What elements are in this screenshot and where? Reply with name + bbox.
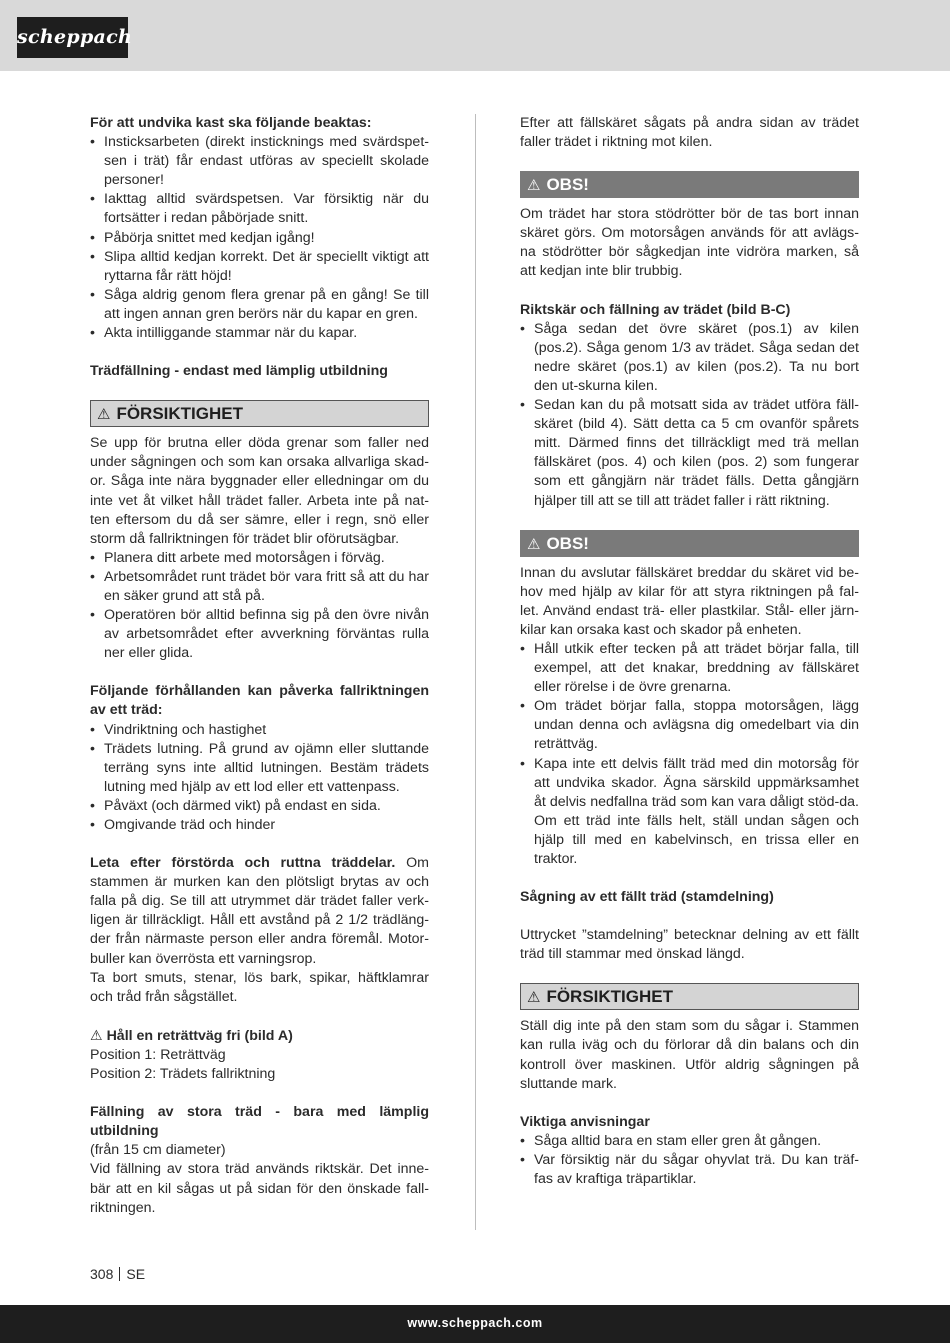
caution-box bbox=[90, 400, 429, 427]
list-item: • Trädets lutning. På grund av ojämn eller sluttande terräng syns inte alltid lutningen. Bestäm trädets lutning med hjälp av ett lod eller ett vattenpass. bbox=[90, 740, 429, 797]
list-item: • Akta intilliggande stammar när du kapar. bbox=[90, 324, 429, 343]
tips-list bbox=[520, 1132, 859, 1189]
large-trees-subheading: (från 15 cm diameter) bbox=[90, 1142, 226, 1159]
retreat-position-1: Position 1: Reträttväg bbox=[90, 1046, 226, 1063]
rotten-lead: Leta efter förstörda och ruttna träddelar. bbox=[90, 855, 396, 872]
obs-label: OBS! bbox=[546, 175, 589, 195]
scheppach-logo: scheppach bbox=[17, 17, 128, 58]
list-item: • Var försiktig när du sågar ohyvlat trä. Du kan träf-fas av kraftiga träpartiklar. bbox=[520, 1151, 859, 1189]
stam-text: Uttrycket ”stamdelning” betecknar delning av ett fällt träd till stammar med önskad längd. bbox=[520, 927, 859, 963]
caution-list bbox=[90, 549, 429, 664]
kast-heading: För att undvika kast ska följande beaktas: bbox=[90, 115, 372, 131]
rikt-list bbox=[520, 320, 859, 511]
list-item: • Kapa inte ett delvis fällt träd med din motorsåg för att undvika skador. Ägna särskild uppmärksamhet åt delvis nedfallna träd som kan vara dåligt stöd-da. Om ett träd inte fälls helt, ställ undan sågen och hjälp till med en kabelvinsch, en trissa eller en traktor. bbox=[520, 755, 859, 870]
page-footer bbox=[90, 1265, 145, 1283]
warning-triangle-icon: ⚠ bbox=[90, 1026, 103, 1043]
kast-list bbox=[90, 133, 429, 343]
tips-heading: Viktiga anvisningar bbox=[520, 1113, 650, 1130]
warning-triangle-icon: ⚠ bbox=[527, 535, 541, 553]
list-item: • Såga aldrig genom flera grenar på en gång! Se till att ingen annan gren berörs när du kapar en gren. bbox=[90, 286, 429, 324]
retreat-position-2: Position 2: Trädets fallriktning bbox=[90, 1066, 276, 1083]
list-item: • Håll utkik efter tecken på att trädet börjar falla, till exempel, att det knakar, breddning av fällskäret eller rörelse i de övre grenarna. bbox=[520, 640, 859, 697]
warning-triangle-icon: ⚠ bbox=[97, 406, 111, 424]
footer-separator bbox=[119, 1267, 120, 1281]
obs-box-2 bbox=[520, 530, 859, 557]
caution-text-right: Ställ dig inte på den stam som du sågar i. Stammen kan rulla iväg och du förlorar då din balans och din kontroll över maskinen. Utför aldrig sågningen på sluttande mark. bbox=[520, 1018, 859, 1092]
left-column bbox=[90, 114, 429, 1218]
list-item: • Påväxt (och därmed vikt) på endast en sida. bbox=[90, 797, 429, 816]
large-trees-text: Vid fällning av stora träd används riktskär. Det inne-bär att en kil sågas ut på sidan för den önskade fall-riktningen. bbox=[90, 1161, 429, 1216]
warning-triangle-icon: ⚠ bbox=[527, 989, 541, 1007]
conditions-heading: Följande förhållanden kan påverka fallriktningen av ett träd: bbox=[90, 683, 429, 719]
intro-text: Efter att fällskäret sågats på andra sidan av trädet faller trädet i riktning mot kilen. bbox=[520, 115, 859, 151]
right-column bbox=[520, 114, 859, 1189]
language-code: SE bbox=[126, 1266, 146, 1282]
obs1-text: Om trädet har stora stödrötter bör de tas bort innan skäret görs. Om motorsågen används för att avlägs-na stödrötter bör sågkedjan inte vidröra marken, så att kedjan inte blir trubbig. bbox=[520, 206, 859, 280]
obs2-list bbox=[520, 640, 859, 869]
stam-heading: Sågning av ett fällt träd (stamdelning) bbox=[520, 889, 774, 906]
obs-box-1 bbox=[520, 171, 859, 198]
caution-label: FÖRSIKTIGHET bbox=[116, 404, 244, 424]
footer-bar bbox=[0, 1305, 950, 1343]
rotten-text: Om stammen är murken kan den plötsligt brytas av och falla på dig. Se till att utrymmet där trädet faller verk-ligen är tillräckligt. Håll ett avstånd på 2 1/2 trädläng-der från närmaste person eller andra föremål. Motor-buller kan överrösta ett varningsrop. bbox=[90, 855, 429, 967]
page-number: 308 bbox=[90, 1266, 114, 1282]
rikt-heading: Riktskär och fällning av trädet (bild B-C) bbox=[520, 301, 791, 318]
list-item: • Vindriktning och hastighet bbox=[90, 721, 429, 740]
obs2-text: Innan du avslutar fällskäret breddar du skäret vid be-hov med hjälp av kilar för att styra riktningen på fal-let. Använd endast trä- eller plastkilar. Stål- eller järn-kilar kan orsaka kast och skador på enheten. bbox=[520, 564, 859, 638]
rotten-paragraph bbox=[90, 854, 429, 969]
list-item: • Om trädet börjar falla, stoppa motorsågen, lägg undan denna och avlägsna dig omedelbart via din reträttväg. bbox=[520, 697, 859, 754]
retreat-heading: Håll en reträttväg fri (bild A) bbox=[106, 1027, 293, 1044]
list-item: • Slipa alltid kedjan korrekt. Det är speciellt viktigt att ryttarna får rätt höjd! bbox=[90, 248, 429, 286]
list-item: • Omgivande träd och hinder bbox=[90, 816, 429, 835]
list-item: • Arbetsområdet runt trädet bör vara fritt så att du har en säker grund att stå på. bbox=[90, 568, 429, 606]
list-item: • Påbörja snittet med kedjan igång! bbox=[90, 229, 429, 248]
column-divider bbox=[475, 114, 476, 1230]
caution-text: Se upp för brutna eller döda grenar som faller ned under sågningen och som kan orsaka allvarliga skad-or. Såga inte nära byggnader eller elledningar om du inte vet åt vilket håll trädet faller. Arbeta inte på nat-ten eftersom du då ser sämre, eller i regn, snö eller storm då fallriktningen för trädet blir oförutsägbar. bbox=[90, 435, 429, 547]
large-trees-heading: Fällning av stora träd - bara med lämplig utbildning bbox=[90, 1104, 429, 1140]
retreat-heading-line bbox=[90, 1026, 429, 1046]
list-item: • Sedan kan du på motsatt sida av trädet utföra fäll-skäret (bild 4). Sätt detta ca 5 cm ovanför spårets mitt. Därmed finns det tillräckligt med trä mellan fällskäret (pos. 4) och kilen (pos. 2) som fungerar som ett gångjärn när trädet fälls. Detta gångjärn hjälper till att se till att trädet faller i rätt riktning. bbox=[520, 396, 859, 511]
caution-box-right bbox=[520, 983, 859, 1010]
list-item: • Operatören bör alltid befinna sig på den övre nivån av arbetsområdet efter avverkning förväntas rulla ner eller glida. bbox=[90, 606, 429, 663]
conditions-list bbox=[90, 721, 429, 836]
list-item: • Såga sedan det övre skäret (pos.1) av kilen (pos.2). Såga genom 1/3 av trädet. Såga sedan det nedre skäret (pos.1) av kilen (pos.2). Ta nu bort den ut-skurna kilen. bbox=[520, 320, 859, 396]
obs-label: OBS! bbox=[546, 533, 589, 553]
list-item: • Såga alltid bara en stam eller gren åt gången. bbox=[520, 1132, 859, 1151]
list-item: • Iakttag alltid svärdspetsen. Var försiktig när du fortsätter i redan påbörjade snitt. bbox=[90, 190, 429, 228]
header-bar bbox=[0, 0, 950, 71]
caution-label: FÖRSIKTIGHET bbox=[546, 987, 674, 1007]
website-link[interactable]: www.scheppach.com bbox=[407, 1316, 543, 1330]
fallning-heading: Trädfällning - endast med lämplig utbildning bbox=[90, 363, 388, 380]
warning-triangle-icon: ⚠ bbox=[527, 177, 541, 195]
list-item: • Planera ditt arbete med motorsågen i förväg. bbox=[90, 549, 429, 568]
debris-text: Ta bort smuts, stenar, lös bark, spikar, häftklamrar och tråd från sågstället. bbox=[90, 969, 429, 1005]
list-item: • Insticksarbeten (direkt insticknings med svärdspet-sen i trät) får endast utföras av speciellt skolade personer! bbox=[90, 133, 429, 190]
